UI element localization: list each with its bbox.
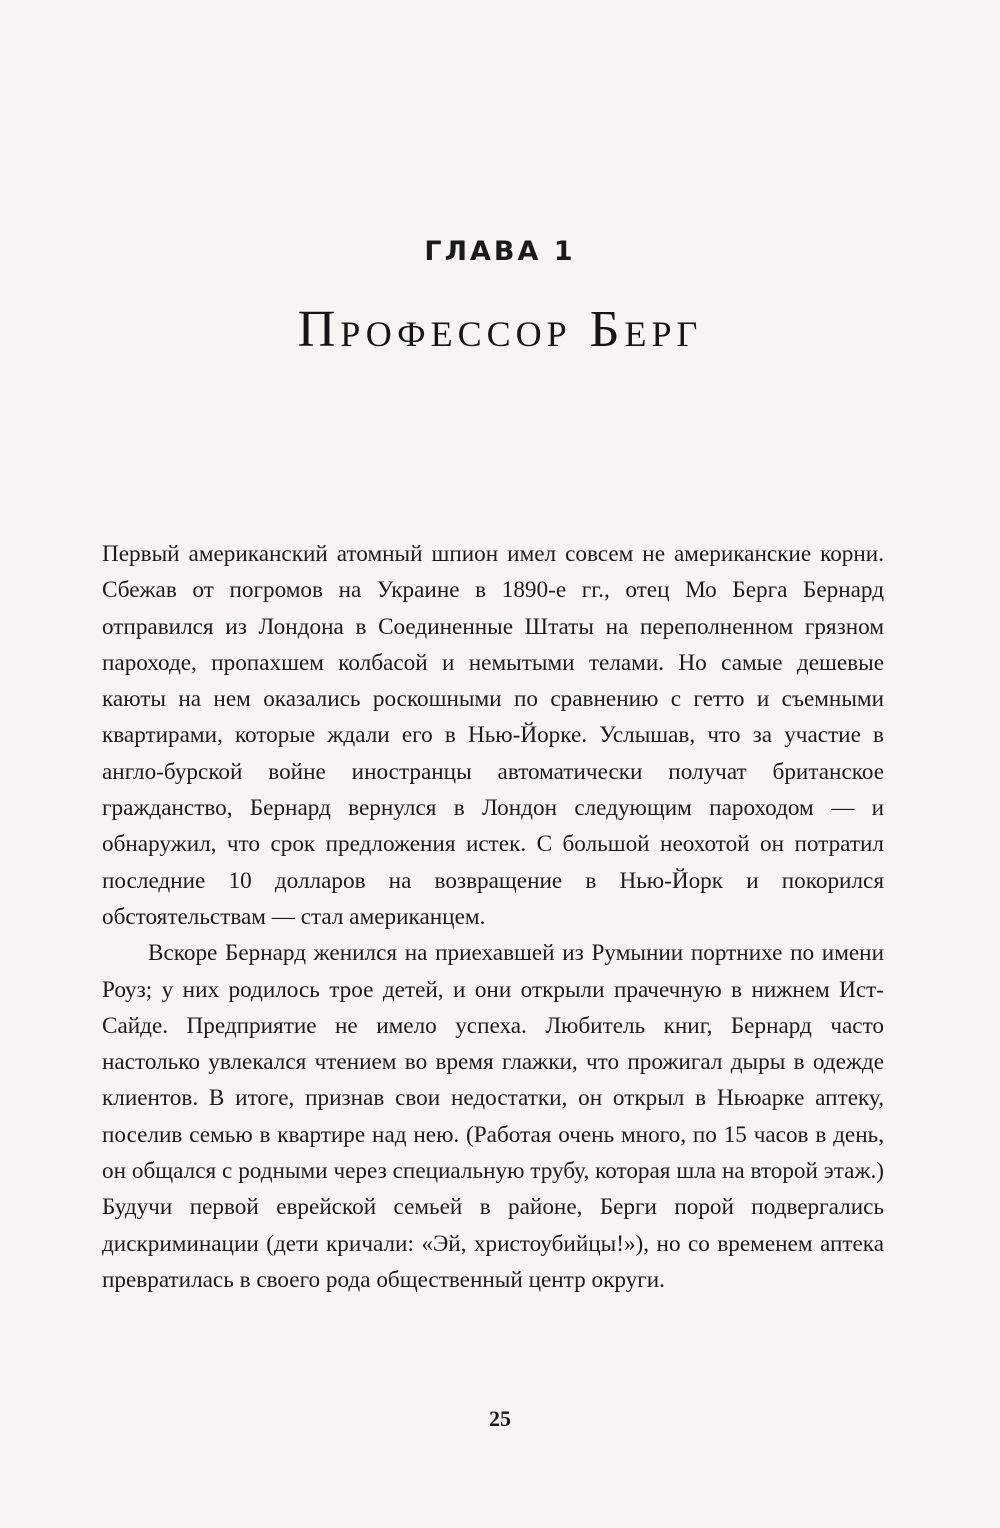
paragraph-2: Вскоре Бернард женился на приехавшей из Румынии портнихе по имени Роуз; у них родилось трое детей, и они открыли прачечную в нижнем Ист-Сайде. Предприятие не имело успеха. Любитель книг, Бернард часто настолько увлекался чтением во время глажки, что прожигал дыры в одежде клиентов. В итоге, признав свои недостатки, он открыл в Ньюарке аптеку, поселив семью в квартире над нею. (Работая очень много, по 15 часов в день, он общался с родными через специальную трубу, которая шла на второй этаж.) Будучи первой еврейской семьей в районе, Берги порой подвергались дискриминации (дети кричали: «Эй, христоубийцы!»), но со временем аптека превратилась в своего рода общественный центр округи.: [102, 940, 884, 1293]
paragraph-1: Первый американский атомный шпион имел совсем не американские корни. Сбежав от погромов на Украине в 1890-е гг., отец Мо Берга Бернард отправился из Лондона в Соединенные Штаты на переполненном грязном пароходе, пропахшем колбасой и немытыми телами. Но самые дешевые каюты на нем оказались роскошными по сравнению с гетто и съемными квартирами, которые ждали его в Нью-Йорке. Услышав, что за участие в англо-бурской войне иностранцы автоматически получат британское гражданство, Бернард вернулся в Лондон следующим пароходом — и обнаружил, что срок предложения истек. С большой неохотой он потратил последние 10 долларов на возвращение в Нью-Йорк и покорился обстоятельствам — стал американцем.: [102, 541, 884, 930]
chapter-label: ГЛАВА 1: [424, 236, 576, 267]
page-number: 25: [489, 1406, 511, 1431]
chapter-body: [102, 536, 884, 1298]
chapter-title: Профессор Берг: [297, 301, 703, 358]
